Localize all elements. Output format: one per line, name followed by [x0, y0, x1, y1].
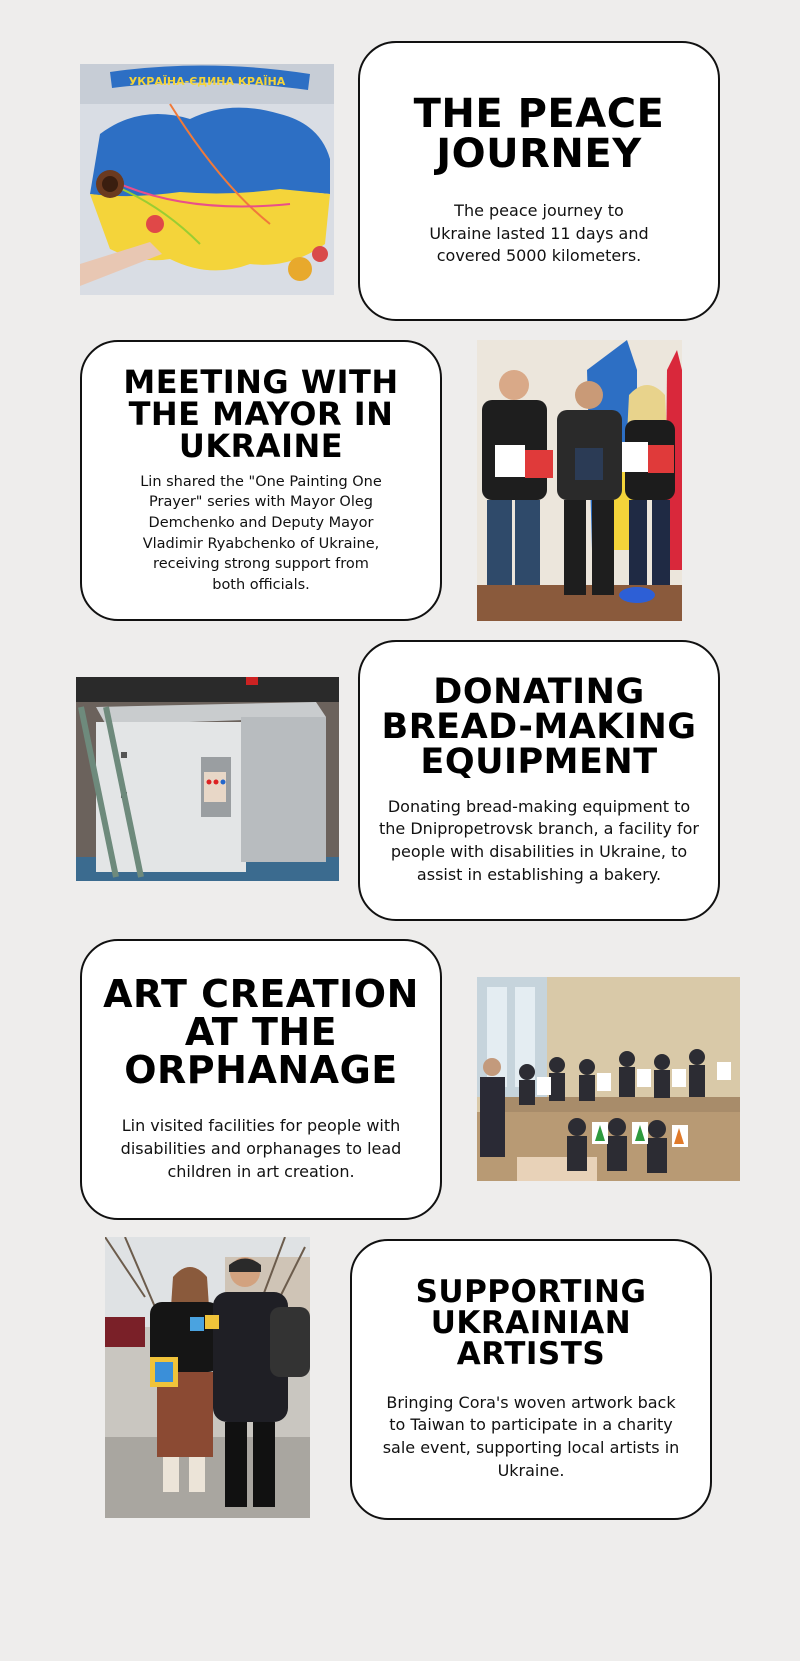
- ukrainian-artist-photo: [105, 1237, 310, 1518]
- mayor-meeting-title: [123, 362, 399, 465]
- mayor-meeting-card: [80, 340, 442, 621]
- art-creation-title-line1: ART CREATION: [103, 972, 419, 1017]
- ukraine-map-photo: [80, 64, 334, 295]
- art-creation-title-line3: ORPHANAGE: [124, 1048, 398, 1093]
- mayor-meeting-photo: [477, 340, 682, 621]
- mayor-meeting-body: Lin shared the "One Painting One Prayer" series with Mayor Oleg Demchenko and Deputy Mayor Vladimir Ryabchenko of Ukraine, receiving strong support from both officials.: [140, 473, 382, 593]
- bread-equipment-title-line2: BREAD-MAKING: [381, 706, 697, 747]
- orphanage-art-photo: [477, 977, 740, 1181]
- artists-title: [415, 1273, 647, 1372]
- map-banner-text: УКРАЇНА-ЄДИНА КРАЇНА: [128, 75, 286, 88]
- bread-equipment-title: [381, 671, 697, 782]
- artists-title-line1: SUPPORTING: [415, 1273, 647, 1310]
- mayor-meeting-title-line1: MEETING WITH: [123, 362, 399, 401]
- peace-journey-card: [358, 41, 720, 321]
- artists-card: [350, 1239, 712, 1520]
- art-creation-card: [80, 939, 442, 1220]
- peace-journey-title-line2: JOURNEY: [436, 130, 642, 177]
- bread-equipment-title-line3: EQUIPMENT: [420, 741, 658, 782]
- art-creation-title: [103, 972, 419, 1093]
- bread-equipment-card: [358, 640, 720, 921]
- artists-title-line2: UKRAINIAN: [430, 1304, 632, 1341]
- bread-equipment-photo: [76, 677, 339, 881]
- peace-journey-body: The peace journey to Ukraine lasted 11 days and covered 5000 kilometers.: [429, 200, 649, 266]
- art-creation-body: Lin visited facilities for people with disabilities and orphanages to lead children in art creation.: [120, 1116, 402, 1181]
- artists-body: Bringing Cora's woven artwork back to Taiwan to participate in a charity sale event, supporting local artists in Ukraine.: [382, 1392, 680, 1480]
- art-creation-title-line2: AT THE: [184, 1010, 338, 1055]
- mayor-meeting-title-line2: THE MAYOR IN: [128, 394, 394, 433]
- peace-journey-title-line1: THE PEACE: [413, 90, 665, 137]
- bread-equipment-body: Donating bread-making equipment to the Dnipropetrovsk branch, a facility for people with disabilities in Ukraine, to assist in establishing a bakery.: [379, 796, 699, 884]
- peace-journey-title: [413, 90, 665, 177]
- mayor-meeting-title-line3: UKRAINE: [178, 426, 344, 465]
- artists-title-line3: ARTISTS: [456, 1335, 606, 1372]
- bread-equipment-title-line1: DONATING: [433, 671, 645, 712]
